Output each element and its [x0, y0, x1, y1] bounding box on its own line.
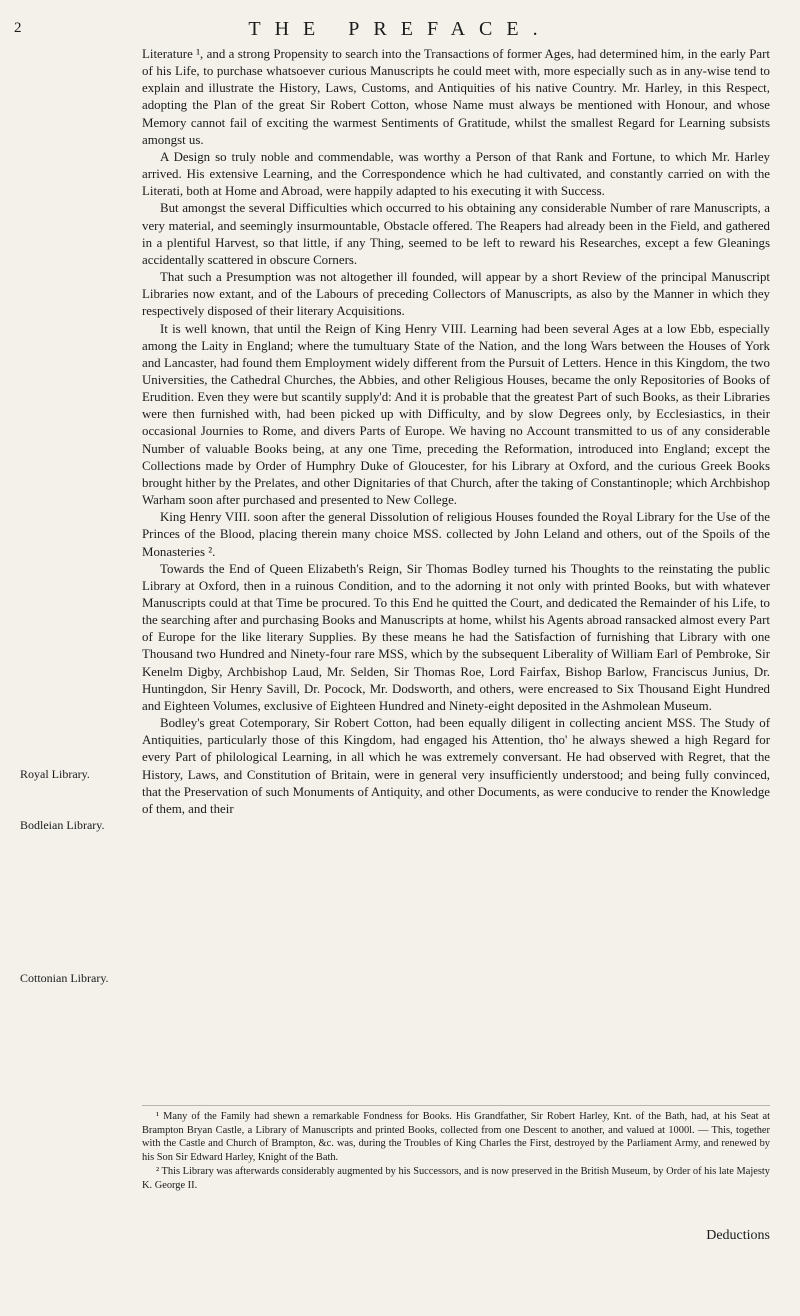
paragraph: That such a Presumption was not altogether ill founded, will appear by a short Review of the principal Manuscript Libraries now extant, and of the Labours of preceding Collectors of Manuscripts, as also by the Manner in which they respectively disposed of their literary Acquisitions. — [142, 270, 770, 319]
catchword: Deductions — [706, 1228, 770, 1243]
footnote: ¹ Many of the Family had shewn a remarkable Fondness for Books. His Grandfather, Sir Robert Harley, Knt. of the Bath, had, at his Seat at Brampton Bryan Castle, a Library of Manuscripts and printed Books, collected from one Descent to another, and valued at 1000l. — This, together with the Castle and Church of Brampton, &c. was, during the Troubles of King Charles the First, destroyed by the Parliament Army, and renewed by his Son Sir Edward Harley, Knight of the Bath. — [142, 1111, 770, 1163]
footnote-divider — [142, 1105, 770, 1106]
paragraph: King Henry VIII. soon after the general Dissolution of religious Houses founded the Royal Library for the Use of the Princes of the Blood, placing therein many choice MSS. collected by John Leland and others, out of the Spoils of the Monasteries ². — [142, 510, 770, 559]
paragraph: Literature ¹, and a strong Propensity to search into the Transactions of former Ages, had determined him, in the early Part of his Life, to purchase whatsoever curious Manuscripts he could meet with, more especially such as in any-wise tend to explain and illustrate the History, Laws, Customs, and Antiquities of his native Country. Mr. Harley, in this Respect, adopting the Plan of the great Sir Robert Cotton, whose Name must always be mentioned with Honour, and whose Memory cannot fail of exciting the warmest Sentiments of Gratitude, whilst the smallest Regard for Learning subsists amongst us. — [142, 47, 770, 147]
paragraph: A Design so truly noble and commendable, was worthy a Person of that Rank and Fortune, to which Mr. Harley arrived. His extensive Learning, and the Correspondence which he had cultivated, and constantly carried on with the Literati, both at Home and Abroad, were happily adapted to his executing it with Success. — [142, 149, 770, 199]
paragraph: It is well known, that until the Reign of King Henry VIII. Learning had been several Ages at a low Ebb, especially among the Laity in England; where the tumultuary State of the Nation, and the long Wars between the Houses of York and Lancaster, had found them Employment widely different from the Pursuit of Letters. Hence in this Kingdom, the two Universities, the Cathedral Churches, the Abbies, and other Religious Houses, became the only Repositories of Books of Erudition. Even they were but scantily supply'd: And it is probable that the greatest Part of such Books, as their Libraries were then furnished with, had been picked up with Difficulty, and by slow Degrees only, by Ecclesiastics, in their occasional Journies to Rome, and divers Parts of Europe. We having no Account transmitted to us of any considerable Number of valuable Books being, at any one Time, preceding the Reformation, introduced into England; except the Collections made by Order of Humphry Duke of Gloucester, for his Library at Oxford, and the curious Greek Books brought hither by the Prelates, and other Dignitaries of that Church, after the taking of Constantinople; which Archbishop Warham soon after purchased and presented to New College. — [142, 321, 770, 508]
sidenote-cottonian-library: Cottonian Library. — [20, 971, 109, 985]
footnote: ² This Library was afterwards considerably augmented by his Successors, and is now preserved in the British Museum, by Order of his late Majesty K. George II. — [142, 1166, 770, 1191]
paragraph: Bodley's great Cotemporary, Sir Robert Cotton, had been equally diligent in collecting ancient MSS. The Study of Antiquities, particularly those of this Kingdom, had engaged his Attention, tho' he always shewed a high Regard for every Part of philological Learning, in all which he was extremely conversant. He had observed with Regret, that the History, Laws, and Constitution of Britain, were in general very insufficiently understood; and being fully convinced, that the Preservation of such Monuments of Antiquity, and other Documents, as were conducive to render the Knowledge of them, and their — [142, 716, 770, 816]
running-title: THE PREFACE. — [248, 18, 552, 40]
page-number: 2 — [14, 20, 22, 36]
sidenote-bodleian-library: Bodleian Library. — [20, 818, 105, 832]
paragraph: Towards the End of Queen Elizabeth's Reign, Sir Thomas Bodley turned his Thoughts to the reinstating the public Library at Oxford, then in a ruinous Condition, and to the adorning it not only with printed Books, but with whatever Manuscripts could at that Time be procured. To this End he quitted the Court, and dedicated the Remainder of his Life, to the searching after and purchasing Books and Manuscripts at home, whilst his Agents abroad ransacked almost every Part of Europe for the like literary Supplies. By these means he had the Satisfaction of furnishing that Library with one Thousand two Hundred and Ninety-four rare MSS, which by the subsequent Liberality of William Earl of Pembroke, Sir Kenelm Digby, Archbishop Laud, Mr. Selden, Sir Thomas Roe, Lord Fairfax, Bishop Barlow, Franciscus Junius, Dr. Huntingdon, Sir Henry Savill, Dr. Pocock, Mr. Dodsworth, and others, were encreased to Six Thousand Eight Hundred and Eighteen Volumes, exclusive of Eighteen Hundred and Ninety-eight deposited in the Ashmolean Museum. — [142, 561, 770, 713]
footnotes — [142, 1110, 770, 1194]
sidenote-royal-library: Royal Library. — [20, 767, 90, 781]
main-text — [142, 46, 770, 818]
paragraph: But amongst the several Difficulties which occurred to his obtaining any considerable Number of rare Manuscripts, a very material, and seemingly insurmountable, Obstacle offered. The Reapers had already been in the Field, and gathered in a plentiful Harvest, so that little, if any Thing, seemed to be left to reward his Researches, except a few Gleanings accidentally scattered in obscure Corners. — [142, 201, 770, 267]
